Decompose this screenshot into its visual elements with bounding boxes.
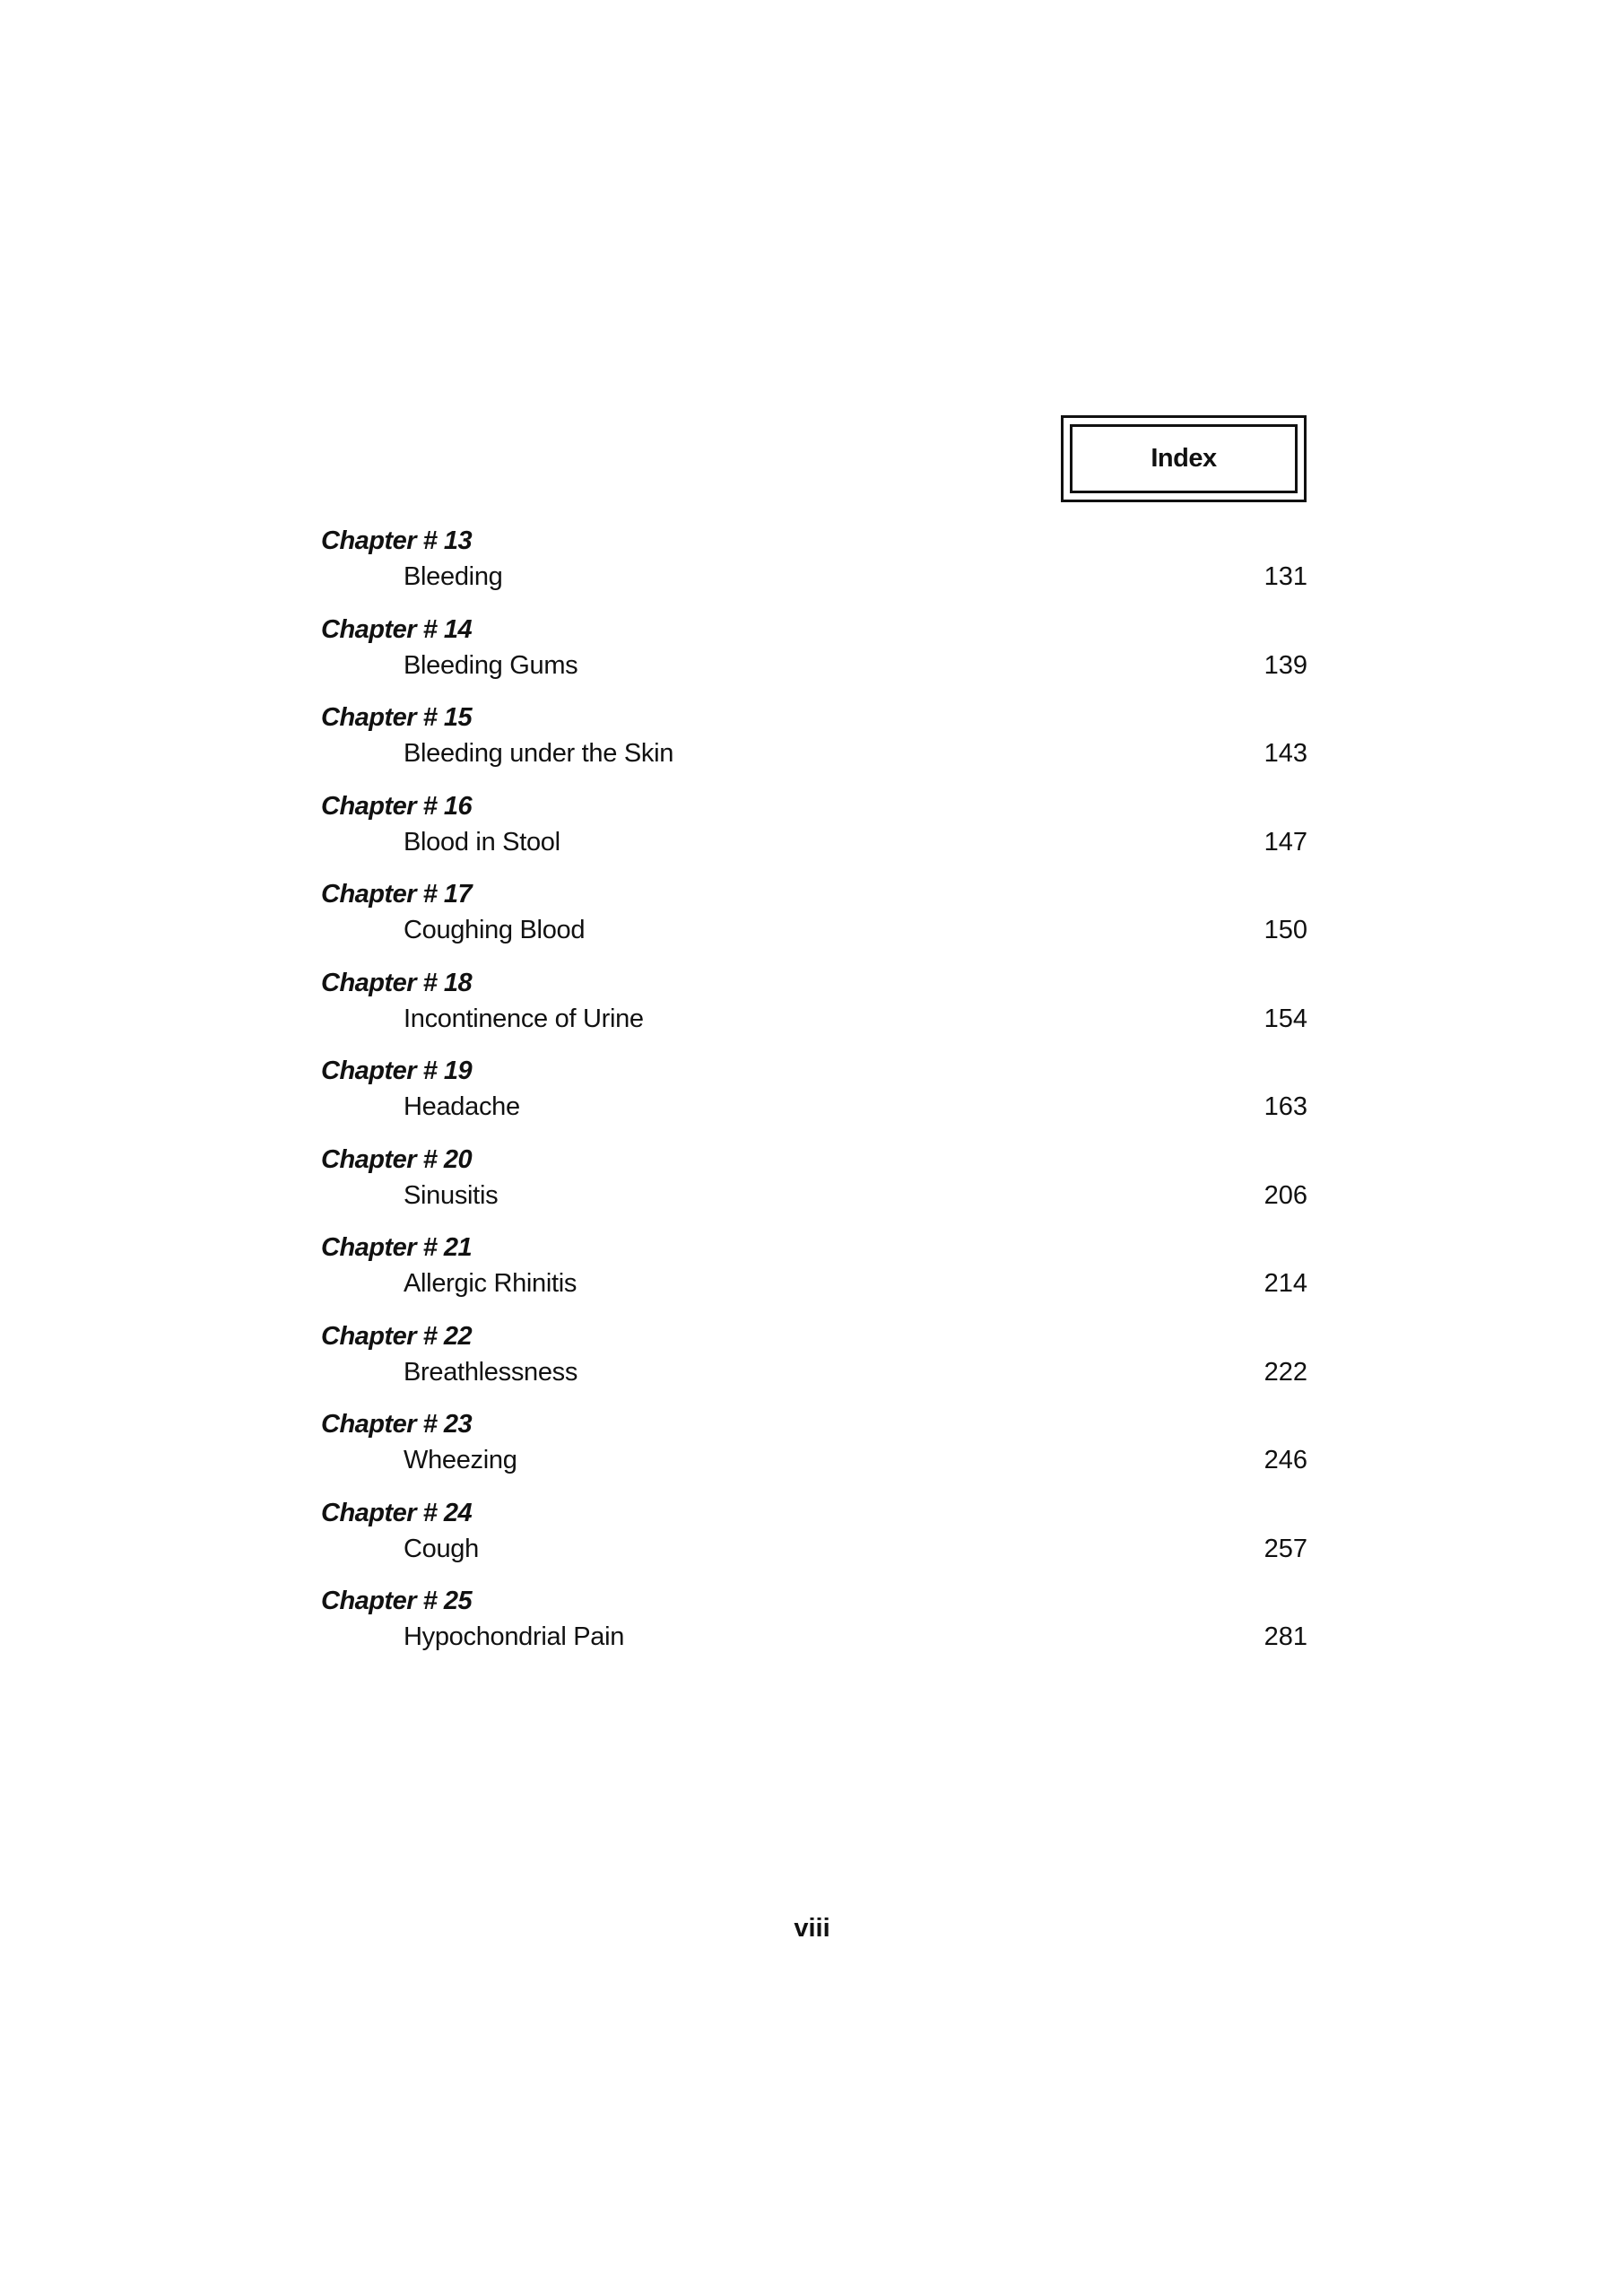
chapter-page-number: 143 — [1264, 739, 1307, 768]
toc-entry — [321, 878, 1307, 967]
chapter-heading: Chapter # 17 — [321, 880, 473, 909]
chapter-page-number: 222 — [1264, 1357, 1307, 1387]
chapter-title: Bleeding under the Skin — [404, 739, 674, 768]
chapter-title: Cough — [404, 1534, 479, 1563]
chapter-page-number: 214 — [1264, 1269, 1307, 1298]
toc-entry — [321, 1320, 1307, 1409]
chapter-page-number: 150 — [1264, 916, 1307, 944]
chapter-title: Breathlessness — [404, 1357, 578, 1387]
chapter-heading: Chapter # 24 — [321, 1498, 473, 1527]
chapter-page-number: 139 — [1264, 650, 1307, 680]
index-heading-box — [1061, 415, 1307, 502]
chapter-title: Hypochondrial Pain — [404, 1622, 625, 1651]
chapter-heading: Chapter # 19 — [321, 1057, 473, 1085]
chapter-heading: Chapter # 16 — [321, 791, 473, 821]
index-heading: Index — [1070, 424, 1298, 493]
chapter-title: Bleeding — [404, 562, 503, 591]
toc-entry — [321, 525, 1307, 613]
toc-entry — [321, 1055, 1307, 1144]
chapter-page-number: 257 — [1264, 1534, 1307, 1563]
chapter-title: Sinusitis — [404, 1180, 499, 1210]
chapter-heading: Chapter # 25 — [321, 1587, 473, 1615]
chapter-heading: Chapter # 20 — [321, 1144, 473, 1174]
chapter-heading: Chapter # 15 — [321, 703, 473, 732]
chapter-title: Coughing Blood — [404, 916, 586, 944]
toc-entry — [321, 1585, 1307, 1674]
chapter-page-number: 206 — [1264, 1180, 1307, 1210]
chapter-page-number: 131 — [1264, 562, 1307, 591]
toc-entry — [321, 613, 1307, 702]
chapter-heading: Chapter # 21 — [321, 1233, 473, 1262]
chapter-heading: Chapter # 13 — [321, 526, 473, 555]
toc-entry — [321, 967, 1307, 1056]
chapter-page-number: 147 — [1264, 827, 1307, 857]
toc-entry — [321, 1144, 1307, 1232]
chapter-heading: Chapter # 23 — [321, 1410, 473, 1439]
chapter-page-number: 246 — [1264, 1446, 1307, 1474]
toc-entry — [321, 1497, 1307, 1586]
chapter-title: Headache — [404, 1092, 520, 1121]
chapter-heading: Chapter # 22 — [321, 1321, 473, 1351]
chapter-title: Blood in Stool — [404, 827, 560, 857]
page-number: viii — [794, 1914, 830, 1943]
chapter-title: Bleeding Gums — [404, 650, 578, 680]
toc-entry — [321, 1408, 1307, 1497]
toc-entry — [321, 790, 1307, 879]
toc-entry — [321, 701, 1307, 790]
chapter-page-number: 281 — [1264, 1622, 1307, 1651]
chapter-page-number: 163 — [1264, 1092, 1307, 1121]
chapter-heading: Chapter # 18 — [321, 968, 473, 997]
chapter-title: Incontinence of Urine — [404, 1004, 644, 1033]
chapter-title: Wheezing — [404, 1446, 517, 1474]
toc-entry — [321, 1231, 1307, 1320]
chapter-heading: Chapter # 14 — [321, 614, 473, 644]
table-of-contents — [321, 525, 1307, 1674]
chapter-title: Allergic Rhinitis — [404, 1269, 578, 1298]
chapter-page-number: 154 — [1264, 1004, 1307, 1033]
